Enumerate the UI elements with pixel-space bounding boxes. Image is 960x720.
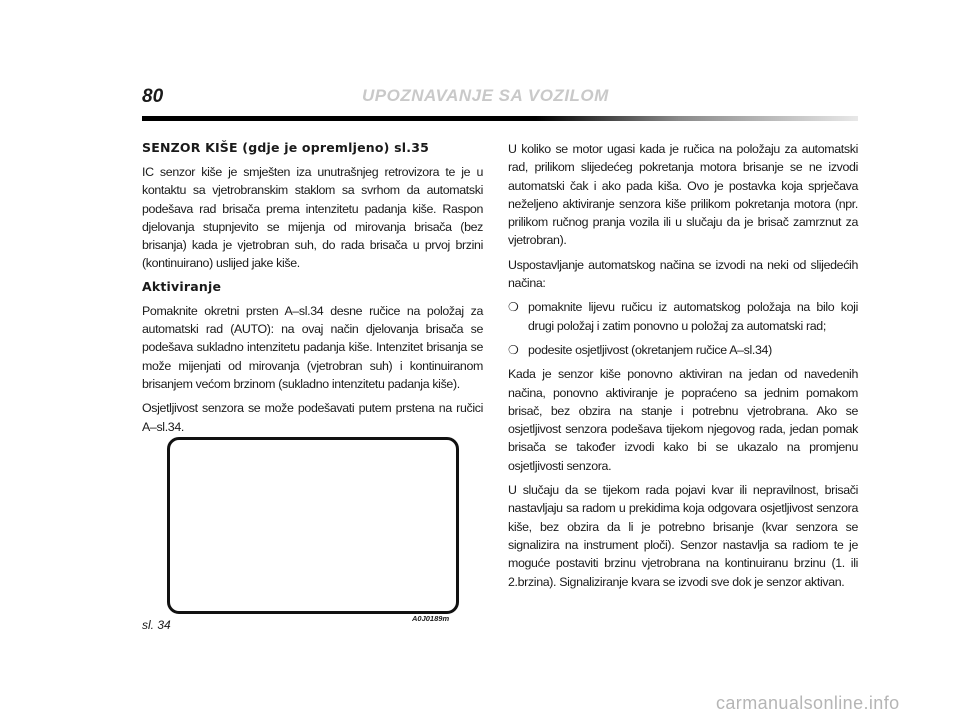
fault-paragraph: U slučaju da se tijekom rada pojavi kvar ili nepravilnost, brisači nastavljaju sa radom u prekidima koja odgovara osjetljivost senzora kiše, bez obzira da li je potrebno brisanje (kvar senzora se signalizira na instrument ploči). Senzor nastavlja sa radiom te je moguće postaviti brzinu vjetrobrana na kontinuiranu brzinu (1. ili 2.brzina). Signaliziranje kvara se izvodi sve dok je senzor aktivan. xyxy=(508,483,858,589)
right-column xyxy=(508,140,858,597)
engine-off-paragraph: U koliko se motor ugasi kada je ručica na položaju za automatski rad, prilikom slijedećeg pokretanja motora brisanje se ne izvodi automatski čak i ako pada kiša. Ovo je postavka koja sprječava neželjeno aktiviranje senzora kiše prilikom pokretanja motora (npr. prilikom ručnog pranja vozila ili u slučaju da je brisač zamrznut za vjetrobran). xyxy=(508,142,858,248)
intro-paragraph: IC senzor kiše je smješten iza unutrašnjeg retrovizora te je u kontaktu sa vjetrobranskim staklom sa svrhom da automatski podešava rad brisača prema intenzitetu padanja kiše. Raspon djelovanja stupnjevito se mijenja od mirovanja brisača (bez brisanja) kada je vjetrobran suh, do rada brisača u prvoj brzini (kontinuirano) uslijed jake kiše. xyxy=(142,165,483,271)
figure-frame xyxy=(167,437,459,614)
header-rule xyxy=(142,116,858,121)
restore-intro-paragraph: Uspostavljanje automatskog načina se izvodi na neki od slijedećih načina: xyxy=(508,257,858,291)
bullet-icon: ❍ xyxy=(508,342,519,357)
list-item xyxy=(508,298,858,335)
reactivation-paragraph: Kada je senzor kiše ponovno aktiviran na jedan od navedenih načina, ponovno aktiviranje je popraćeno sa jednim pomakom brisač, bez obzira na stanje i potrebnu vjetrobrana. Ako se osjetljivost senzora podešava tijekom njegovog rada, jedan pomak brisača se također izvodi kako bi se ukazalo na promjenu osjetljivosti senzora. xyxy=(508,367,858,473)
sensitivity-paragraph: Osjetljivost senzora se može podešavati putem prstena na ručici A–sl.34. xyxy=(142,401,483,434)
figure-caption: sl. 34 xyxy=(142,618,171,632)
list-item-text: pomaknite lijevu ručicu iz automatskog položaja na bilo koji drugi položaj i zatim ponovno u položaj za automatski rad; xyxy=(528,300,858,333)
bullet-icon: ❍ xyxy=(508,300,519,315)
activation-paragraph: Pomaknite okretni prsten A–sl.34 desne ručice na položaj za automatski rad (AUTO): na ovaj način djelovanja brisača se podešava sukladno intenzitetu padanja kiše. Intenzitet brisanja se može mijenjati od mirovanja (vjetrobran suh) i kontinuiranom brisanjem većom brzinom (sukladno intenzitetu padanja kiše). xyxy=(142,303,483,391)
figure-code: A0J0189m xyxy=(412,614,450,623)
section-heading: SENZOR KIŠE (gdje je opremljeno) sl.35 xyxy=(142,140,430,155)
running-title: UPOZNAVANJE SA VOZILOM xyxy=(362,86,609,105)
watermark: carmanualsonline.info xyxy=(716,693,900,713)
page-number: 80 xyxy=(142,86,164,107)
left-column xyxy=(142,140,483,442)
list-item-text: podesite osjetljivost (okretanjem ručice A–sl.34) xyxy=(528,342,772,357)
activation-heading: Aktiviranje xyxy=(142,278,222,294)
list-item xyxy=(508,341,858,359)
